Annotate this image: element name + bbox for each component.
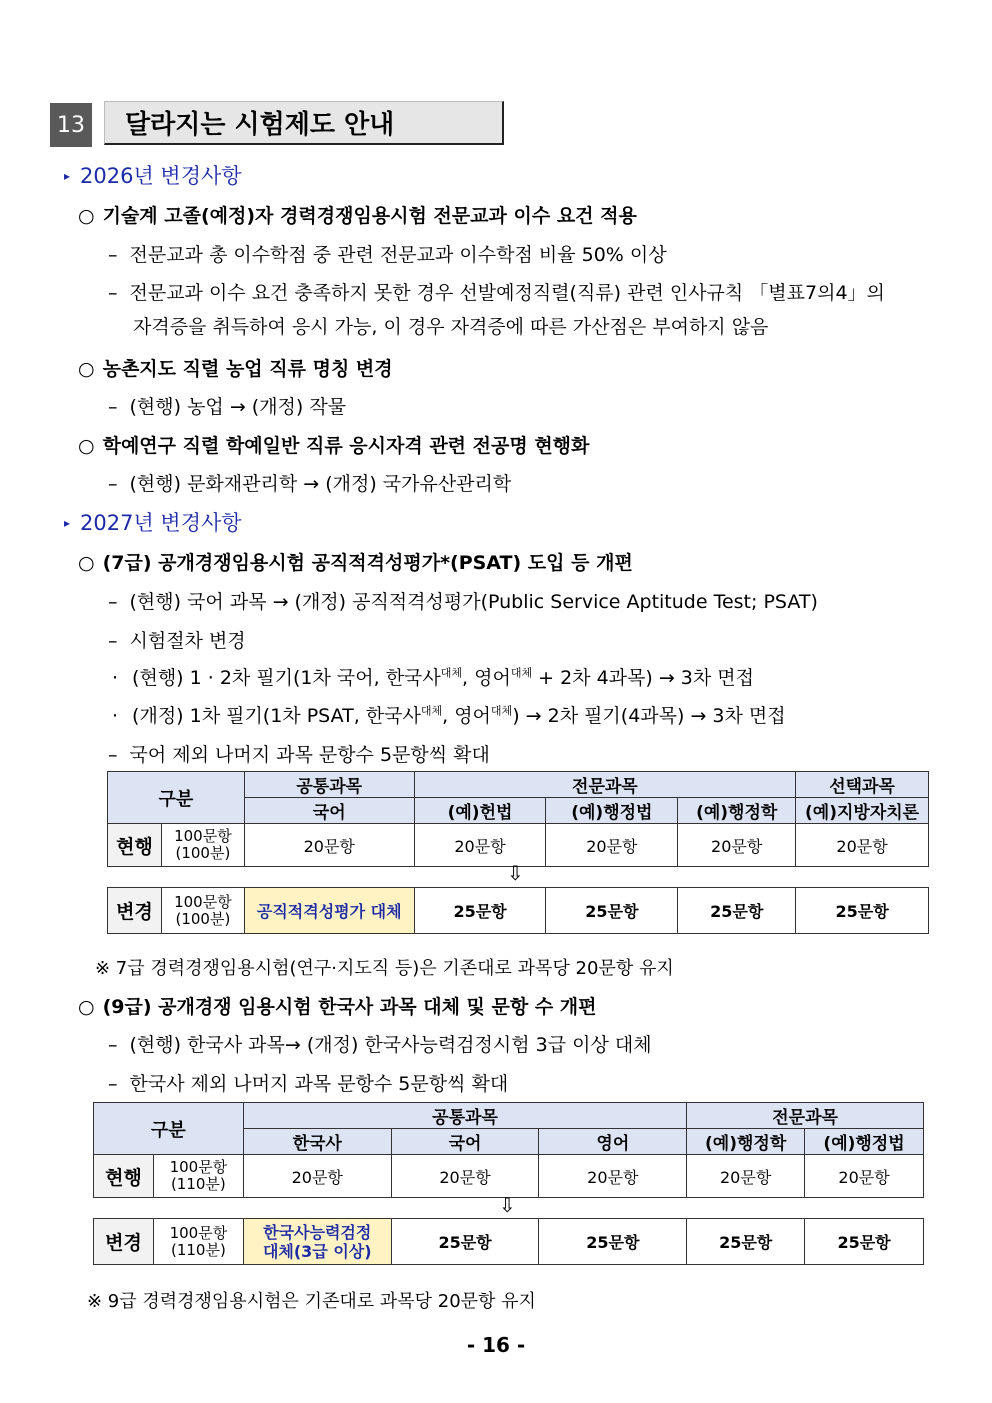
highlight-cell: 공직적격성평가 대체 bbox=[244, 888, 414, 934]
down-arrow-icon: ⇩ bbox=[507, 861, 524, 885]
gubun-header: 구분 bbox=[108, 772, 245, 824]
row-label-current: 현행 bbox=[108, 824, 162, 867]
section-number: 13 bbox=[50, 103, 92, 147]
subject-header: 국어 bbox=[244, 798, 414, 824]
list-item: – 전문교과 총 이수학점 중 관련 전문교과 이수학점 비율 50% 이상 bbox=[108, 244, 667, 266]
group-elective-header: 선택과목 bbox=[796, 772, 929, 798]
list-item: – (현행) 문화재관리학 → (개정) 국가유산관리학 bbox=[108, 473, 512, 495]
down-arrow-icon: ⇩ bbox=[499, 1193, 516, 1217]
heading-2026: ▸ 2026년 변경사항 bbox=[64, 164, 242, 188]
sub-list-item: · (개정) 1차 필기(1차 PSAT, 한국사$^{대체}$, 영어$^{대체}$) → 2차 필기(4과목) → 3차 면접 bbox=[112, 704, 786, 727]
table-cell: 25문항 bbox=[391, 1219, 539, 1265]
table-cell: 20문항 bbox=[678, 824, 796, 867]
item-heading: ○ 농촌지도 직렬 농업 직류 명칭 변경 bbox=[78, 358, 393, 380]
grade9-table-current bbox=[93, 1102, 924, 1198]
table-row bbox=[94, 1219, 924, 1265]
subject-header: (예)행정법 bbox=[546, 798, 678, 824]
table-cell: 25문항 bbox=[687, 1219, 805, 1265]
table-cell: 20문항 bbox=[687, 1155, 805, 1198]
list-item-continuation: 자격증을 취득하여 응시 가능, 이 경우 자격증에 따른 가산점은 부여하지 않음 bbox=[133, 316, 769, 338]
group-common-header: 공통과목 bbox=[244, 772, 414, 798]
row-label-current: 현행 bbox=[94, 1155, 154, 1198]
grade7-table-current bbox=[107, 771, 929, 867]
list-item: – (현행) 한국사 과목→ (개정) 한국사능력검정시험 3급 이상 대체 bbox=[108, 1034, 652, 1056]
table-cell: 20문항 bbox=[414, 824, 546, 867]
table-cell: 20문항 bbox=[539, 1155, 687, 1198]
sub-list-item: · (현행) 1 · 2차 필기(1차 국어, 한국사$^{대체}$, 영어$^{대체}$ + 2차 4과목) → 3차 면접 bbox=[112, 666, 754, 689]
list-item: – 한국사 제외 나머지 과목 문항수 5문항씩 확대 bbox=[108, 1073, 509, 1095]
subject-header: (예)헌법 bbox=[414, 798, 546, 824]
group-major-header: 전문과목 bbox=[687, 1103, 924, 1129]
grade7-table-changed bbox=[107, 887, 929, 934]
list-item: – 국어 제외 나머지 과목 문항수 5문항씩 확대 bbox=[108, 744, 490, 766]
table-row bbox=[94, 1155, 924, 1198]
subject-header: (예)행정법 bbox=[805, 1129, 924, 1155]
circle-bullet-icon: ○ bbox=[78, 552, 95, 574]
grade9-table-changed bbox=[93, 1218, 924, 1265]
page-number: - 16 - bbox=[466, 1333, 526, 1357]
table-cell: 20문항 bbox=[391, 1155, 539, 1198]
total-cell: 100문항 (100분) bbox=[161, 824, 244, 867]
table-cell: 25문항 bbox=[414, 888, 546, 934]
subject-header: (예)행정학 bbox=[678, 798, 796, 824]
circle-bullet-icon: ○ bbox=[78, 435, 95, 457]
total-cell: 100문항 (110분) bbox=[153, 1155, 243, 1198]
section-title: 달라지는 시험제도 안내 bbox=[104, 101, 504, 145]
triangle-bullet-icon: ▸ bbox=[64, 169, 71, 183]
list-item: – (현행) 국어 과목 → (개정) 공직적격성평가(Public Service Aptitude Test; PSAT) bbox=[108, 591, 818, 613]
circle-bullet-icon: ○ bbox=[78, 358, 95, 380]
subject-header: (예)행정학 bbox=[687, 1129, 805, 1155]
table-cell: 20문항 bbox=[796, 824, 929, 867]
note: ※ 7급 경력경쟁임용시험(연구·지도직 등)은 기존대로 과목당 20문항 유지 bbox=[95, 958, 674, 979]
table-cell: 20문항 bbox=[546, 824, 678, 867]
subject-header: 한국사 bbox=[243, 1129, 391, 1155]
table-cell: 20문항 bbox=[243, 1155, 391, 1198]
row-label-changed: 변경 bbox=[108, 888, 162, 934]
list-item: – 시험절차 변경 bbox=[108, 630, 246, 652]
circle-bullet-icon: ○ bbox=[78, 996, 95, 1018]
group-common-header: 공통과목 bbox=[243, 1103, 686, 1129]
list-item: – (현행) 농업 → (개정) 작물 bbox=[108, 396, 347, 418]
table-cell: 25문항 bbox=[539, 1219, 687, 1265]
note: ※ 9급 경력경쟁임용시험은 기존대로 과목당 20문항 유지 bbox=[87, 1291, 536, 1312]
subject-header: 영어 bbox=[539, 1129, 687, 1155]
row-label-changed: 변경 bbox=[94, 1219, 154, 1265]
circle-bullet-icon: ○ bbox=[78, 205, 95, 227]
gubun-header: 구분 bbox=[94, 1103, 244, 1155]
item-heading: ○ (9급) 공개경쟁 임용시험 한국사 과목 대체 및 문항 수 개편 bbox=[78, 996, 597, 1018]
list-item: – 전문교과 이수 요건 충족하지 못한 경우 선발예정직렬(직류) 관련 인사규칙 「별표7의4」의 bbox=[108, 282, 885, 304]
item-heading: ○ (7급) 공개경쟁임용시험 공직적격성평가*(PSAT) 도입 등 개편 bbox=[78, 552, 633, 574]
table-row bbox=[108, 888, 929, 934]
item-heading: ○ 학예연구 직렬 학예일반 직류 응시자격 관련 전공명 현행화 bbox=[78, 435, 590, 457]
group-major-header: 전문과목 bbox=[414, 772, 796, 798]
heading-2027: ▸ 2027년 변경사항 bbox=[64, 511, 242, 535]
triangle-bullet-icon: ▸ bbox=[64, 516, 71, 530]
item-heading: ○ 기술계 고졸(예정)자 경력경쟁임용시험 전문교과 이수 요건 적용 bbox=[78, 205, 637, 227]
table-cell: 25문항 bbox=[678, 888, 796, 934]
total-cell: 100문항 (100분) bbox=[161, 888, 244, 934]
table-cell: 25문항 bbox=[805, 1219, 924, 1265]
subject-header: 국어 bbox=[391, 1129, 539, 1155]
highlight-cell: 한국사능력검정 대체(3급 이상) bbox=[243, 1219, 391, 1265]
table-cell: 20문항 bbox=[244, 824, 414, 867]
table-cell: 25문항 bbox=[796, 888, 929, 934]
table-cell: 25문항 bbox=[546, 888, 678, 934]
table-cell: 20문항 bbox=[805, 1155, 924, 1198]
total-cell: 100문항 (110분) bbox=[153, 1219, 243, 1265]
subject-header: (예)지방자치론 bbox=[796, 798, 929, 824]
